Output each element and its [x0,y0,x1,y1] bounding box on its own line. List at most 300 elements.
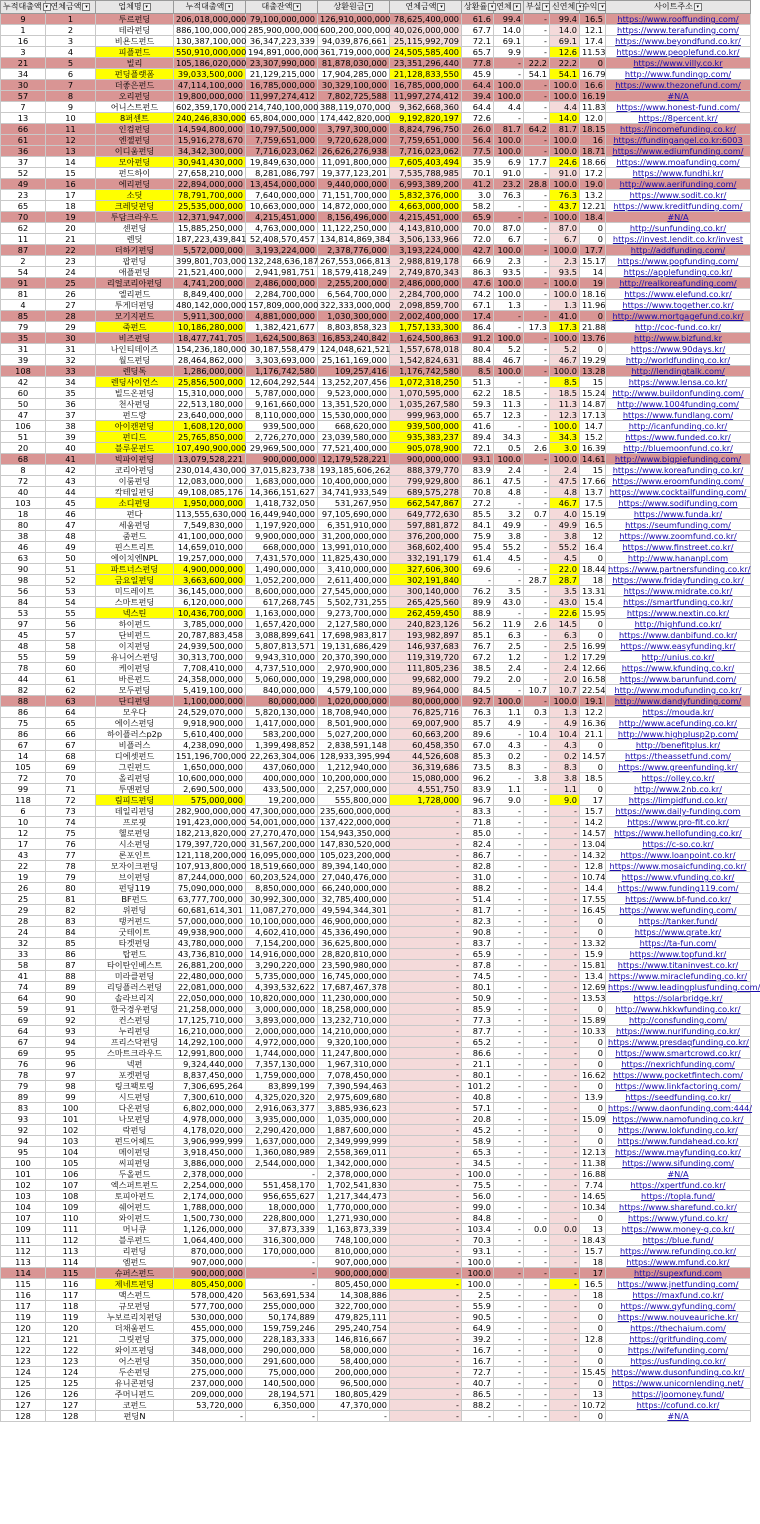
table-row[interactable] [1,993,751,1004]
table-row[interactable] [1,839,751,850]
filter-dropdown-icon[interactable]: ▾ [513,3,521,11]
header-repay-rate[interactable] [462,1,494,14]
cell-site-url[interactable]: https://www.finstreet.co.kr/ [606,542,751,553]
table-row[interactable] [1,1059,751,1070]
cell-delay-amount: 265,425,560 [390,597,462,608]
table-row[interactable] [1,487,751,498]
header-delay-rank[interactable] [46,1,96,14]
table-row[interactable] [1,619,751,630]
cell-site-url[interactable]: http://www.hkkwfunding.co.kr/ [606,1004,751,1015]
cell-site-url[interactable]: https://www.jnetfunding.com/ [606,1279,751,1290]
table-row[interactable] [1,531,751,542]
table-row[interactable] [1,806,751,817]
table-row[interactable] [1,872,751,883]
table-row[interactable] [1,14,751,25]
table-row[interactable] [1,113,751,124]
cell-site-url[interactable]: https://gritfunding.com/ [606,1334,751,1345]
table-row[interactable] [1,102,751,113]
table-row[interactable] [1,1345,751,1356]
table-row[interactable] [1,278,751,289]
table-row[interactable] [1,1180,751,1191]
table-row[interactable] [1,399,751,410]
filter-dropdown-icon[interactable]: ▾ [82,3,90,11]
cell-site-url[interactable]: http://addfunding.com/ [606,245,751,256]
table-row[interactable] [1,861,751,872]
table-row[interactable] [1,1026,751,1037]
cell-site-url[interactable]: https://olley.co.kr/ [606,773,751,784]
cell-site-url[interactable]: https://www.thezonefund.com/ [606,80,751,91]
cell-repay-rate: 56.2 [462,619,494,630]
cell-site-url[interactable]: https://www.mfund.co.kr/ [606,1257,751,1268]
cell-site-url[interactable]: https://www.funda.kr/ [606,509,751,520]
table-row[interactable] [1,498,751,509]
cell-site-url[interactable]: https://www.moafunding.com/ [606,157,751,168]
cell-site-url[interactable]: https://www.pocketfintech.com/ [606,1070,751,1081]
table-row[interactable] [1,1169,751,1180]
filter-dropdown-icon[interactable]: ▾ [365,3,373,11]
table-row[interactable] [1,1246,751,1257]
table-row[interactable] [1,608,751,619]
cell-site-url[interactable]: https://www.greenfunding.kr/ [606,762,751,773]
table-row[interactable] [1,553,751,564]
cell-site-url[interactable]: https://www.lensa.co.kr/ [606,377,751,388]
header-cumulative-loan[interactable] [174,1,246,14]
table-row[interactable] [1,366,751,377]
table-row[interactable] [1,168,751,179]
table-row[interactable] [1,718,751,729]
cell-site-url[interactable]: http://www.dandyfunding.com/ [606,696,751,707]
cell-site-url[interactable]: https://topla.fund/ [606,1191,751,1202]
cell-site-url[interactable]: http://supexfund.com [606,1268,751,1279]
filter-dropdown-icon[interactable]: ▾ [598,3,606,11]
cell-site-url[interactable]: https://incomefunding.co.kr/ [606,124,751,135]
table-row[interactable] [1,322,751,333]
table-row[interactable] [1,1235,751,1246]
cell-site-url[interactable]: https://www.lokfunding.co.kr/ [606,1125,751,1136]
cell-site-url[interactable]: http://coc-fund.co.kr/ [606,322,751,333]
cell-return-rate: 17.4 [580,36,606,47]
table-row[interactable] [1,641,751,652]
table-row[interactable] [1,729,751,740]
header-company-name[interactable] [96,1,174,14]
cell-site-url[interactable]: https://www.sodit.co.kr/ [606,190,751,201]
table-row[interactable] [1,905,751,916]
table-row[interactable] [1,1136,751,1147]
cell-site-url[interactable]: https://www.nextin.co.kr/ [606,608,751,619]
table-row[interactable] [1,696,751,707]
table-row[interactable] [1,333,751,344]
cell-site-url[interactable]: https://www.funded.co.kr/ [606,432,751,443]
cell-site-url[interactable]: https://www.daily-funding.com [606,806,751,817]
cell-site-url[interactable]: https://www.vfunding.co.kr/ [606,872,751,883]
table-row[interactable] [1,1290,751,1301]
cell-site-url[interactable]: https://www.sodifunding.com [606,498,751,509]
table-row[interactable] [1,47,751,58]
table-row[interactable] [1,410,751,421]
cell-site-url[interactable]: http://bluemoonfund.co.kr/ [606,443,751,454]
cell-cum-loan-rank: 22 [1,861,46,872]
filter-dropdown-icon[interactable]: ▾ [542,3,550,11]
cell-site-url[interactable]: https://www.easyfunding.kr/ [606,641,751,652]
cell-site-url[interactable]: https://www.nouveauriche.kr/ [606,1312,751,1323]
cell-site-url[interactable]: https://www.fridayfunding.co.kr/ [606,575,751,586]
cell-site-url[interactable]: https://seumfunding.com/ [606,520,751,531]
table-row[interactable] [1,190,751,201]
cell-delay-rate: - [494,916,524,927]
cell-site-url[interactable]: http://www.modufunding.co.kr/ [606,685,751,696]
cell-site-url[interactable]: https://nexrichfunding.com/ [606,1059,751,1070]
cell-site-url[interactable]: https://www.hellofunding.co.kr/ [606,828,751,839]
cell-site-url[interactable]: https://www.cocktailfunding.com/ [606,487,751,498]
filter-dropdown-icon[interactable]: ▾ [488,3,496,11]
cell-site-url[interactable]: http://www.highplusp2p.com/ [606,729,751,740]
table-row[interactable] [1,1367,751,1378]
table-row[interactable] [1,1312,751,1323]
cell-site-url[interactable]: https://www.honest-fund.com/ [606,102,751,113]
cell-return-rate: 14.2 [580,817,606,828]
table-row[interactable] [1,949,751,960]
cell-site-url[interactable]: https://www.linkfactoring.com/ [606,1081,751,1092]
cell-site-url[interactable]: https://www.zoomfund.co.kr/ [606,531,751,542]
cell-site-url[interactable]: https://www.sifunding.com/ [606,1158,751,1169]
cell-site-url[interactable]: https://www.yfund.co.kr/ [606,1213,751,1224]
table-row[interactable] [1,1389,751,1400]
header-delay-amount[interactable] [390,1,462,14]
cell-site-url[interactable]: https://www.beyondfund.co.kr/ [606,36,751,47]
table-row[interactable] [1,1015,751,1026]
table-row[interactable] [1,146,751,157]
cell-site-url[interactable]: https://www.mayfunding.co.kr/ [606,1147,751,1158]
table-row[interactable] [1,344,751,355]
cell-site-url[interactable]: https://mouda.kr/ [606,707,751,718]
table-row[interactable] [1,267,751,278]
table-row[interactable] [1,69,751,80]
header-site-url[interactable] [606,1,751,14]
cell-site-url[interactable]: http://icanfunding.co.kr/ [606,421,751,432]
table-row[interactable] [1,476,751,487]
cell-site-url[interactable]: https://www.qrate.kr/ [606,927,751,938]
filter-dropdown-icon[interactable]: ▾ [43,3,51,11]
cell-site-url[interactable]: https://invest.lendit.co.kr/invest [606,234,751,245]
cell-site-url[interactable]: https://fundingangel.co.kr:6003 [606,135,751,146]
cell-site-url[interactable]: http://worldfunding.co.kr/ [606,355,751,366]
cell-site-url[interactable]: https://cofund.co.kr/ [606,1400,751,1411]
table-row[interactable] [1,355,751,366]
cell-site-url[interactable]: https://www.titaninvest.co.kr/ [606,960,751,971]
cell-repaid-principal: 81,878,030,000 [318,58,390,69]
table-row[interactable] [1,212,751,223]
cell-site-url[interactable]: https://www.money-q.co.kr/ [606,1224,751,1235]
table-row[interactable] [1,828,751,839]
table-row[interactable] [1,982,751,993]
cell-site-url[interactable]: http://unius.co.kr/ [606,652,751,663]
cell-site-url[interactable]: http://highfund.co.kr/ [606,619,751,630]
filter-dropdown-icon[interactable]: ▾ [293,3,301,11]
cell-site-url[interactable]: #N/A [606,1169,751,1180]
table-row[interactable] [1,135,751,146]
cell-site-url[interactable]: https://blue.fund/ [606,1235,751,1246]
cell-repaid-principal: 2,558,369,011 [318,1147,390,1158]
cell-site-url[interactable]: https://www.partnersfunding.co.kr/ [606,564,751,575]
cell-site-url[interactable]: https://www.leadingplusfunding.com/ [606,982,751,993]
cell-cum-loan-rank: 67 [1,740,46,751]
cell-site-url[interactable]: http://www.fundingp.com/ [606,69,751,80]
cell-site-url[interactable]: https://ta-fun.com/ [606,938,751,949]
cell-delay-rate: - [494,113,524,124]
cell-site-url[interactable]: https://www.namofunding.co.kr/ [606,1114,751,1125]
table-row[interactable] [1,916,751,927]
table-row[interactable] [1,1103,751,1114]
table-row[interactable] [1,1268,751,1279]
table-row[interactable] [1,1411,751,1422]
table-row[interactable] [1,564,751,575]
table-row[interactable] [1,1147,751,1158]
cell-repaid-principal: 8,156,496,000 [318,212,390,223]
cell-site-url[interactable]: https://applefunding.co.kr/ [606,267,751,278]
cell-site-url[interactable]: https://www.fundhi.kr/ [606,168,751,179]
cell-site-url[interactable]: https://solarbridge.kr/ [606,993,751,1004]
cell-delay-rank: 12 [46,135,96,146]
cell-site-url[interactable]: https://www.daonfunding.com:444/ [606,1103,751,1114]
table-row[interactable] [1,1202,751,1213]
header-delay-rate[interactable] [494,1,524,14]
cell-site-url[interactable]: https://www.kfunding.co.kr/ [606,663,751,674]
header-loan-balance[interactable] [246,1,318,14]
cell-site-url[interactable]: #N/A [606,91,751,102]
cell-site-url[interactable]: https://www.rooffunding.com/ [606,14,751,25]
cell-site-url[interactable]: http://www.bigpiefunding.com/ [606,454,751,465]
cell-site-url[interactable]: https://www.midrate.co.kr/ [606,586,751,597]
cell-site-url[interactable]: http://www.mortgagefund.co.kr/ [606,311,751,322]
table-row[interactable] [1,1004,751,1015]
cell-site-url[interactable]: https://theassetfund.com/ [606,751,751,762]
cell-site-url[interactable]: https://www.refunding.co.kr/ [606,1246,751,1257]
cell-site-url[interactable]: https://www.peoplefund.co.kr/ [606,47,751,58]
cell-site-url[interactable]: https://www.90days.kr/ [606,344,751,355]
table-row[interactable] [1,1125,751,1136]
cell-site-url[interactable]: https://www.wefunding.com/ [606,905,751,916]
table-row[interactable] [1,179,751,190]
table-row[interactable] [1,36,751,47]
filter-dropdown-icon[interactable]: ▾ [143,3,151,11]
cell-site-url[interactable]: https://www.fundlang.com/ [606,410,751,421]
cell-site-url[interactable]: https://www.popfunding.com/ [606,256,751,267]
cell-site-url[interactable]: https://www.qyfunding.com/ [606,1301,751,1312]
table-row[interactable] [1,421,751,432]
table-row[interactable] [1,1070,751,1081]
table-row[interactable] [1,1037,751,1048]
cell-site-url[interactable]: https://www.pro-fit.co.kr/ [606,817,751,828]
cell-site-url[interactable]: http://consfunding.com/ [606,1015,751,1026]
table-row[interactable] [1,1191,751,1202]
table-row[interactable] [1,542,751,553]
cell-delay-rate: - [494,1015,524,1026]
table-row[interactable] [1,289,751,300]
table-row[interactable] [1,795,751,806]
cell-site-url[interactable]: https://www.elefund.co.kr/ [606,289,751,300]
cell-site-url[interactable]: https://www.topfund.kr/ [606,949,751,960]
cell-delay-rank: 127 [46,1400,96,1411]
cell-site-url[interactable]: http://realkoreafunding.com/ [606,278,751,289]
table-row[interactable] [1,630,751,641]
header-cum-loan-rank[interactable] [1,1,46,14]
cell-site-url[interactable]: http://www.acefunding.co.kr/ [606,718,751,729]
table-row[interactable] [1,91,751,102]
table-row[interactable] [1,1279,751,1290]
table-row[interactable] [1,938,751,949]
cell-repay-rate: 93.1 [462,454,494,465]
cell-site-url[interactable]: http://sunfunding.co.kr/ [606,223,751,234]
table-row[interactable] [1,927,751,938]
table-row[interactable] [1,25,751,36]
table-row[interactable] [1,1048,751,1059]
cell-site-url[interactable]: #N/A [606,212,751,223]
cell-site-url[interactable]: https://www.sharefund.co.kr/ [606,1202,751,1213]
cell-site-url[interactable]: https://www.villy.co.kr [606,58,751,69]
cell-site-url[interactable]: https://www.dusonfunding.co.kr/ [606,1367,751,1378]
table-row[interactable] [1,1081,751,1092]
table-row[interactable] [1,443,751,454]
table-row[interactable] [1,58,751,69]
cell-site-url[interactable]: https://wifefunding.com/ [606,1345,751,1356]
table-row[interactable] [1,850,751,861]
table-row[interactable] [1,465,751,476]
table-row[interactable] [1,223,751,234]
cell-site-url[interactable]: https://xpertfund.co.kr/ [606,1180,751,1191]
table-row[interactable] [1,311,751,322]
cell-site-url[interactable]: http://www.bizfund.kr [606,333,751,344]
cell-site-url[interactable]: https://www.funding119.com/ [606,883,751,894]
cell-site-url[interactable]: https://www.koreafunding.co.kr/ [606,465,751,476]
table-row[interactable] [1,652,751,663]
cell-site-url[interactable]: http://lendingtalk.com/ [606,366,751,377]
cell-site-url[interactable]: https://tanker.fund/ [606,916,751,927]
cell-site-url[interactable]: https://joomoney.fund/ [606,1389,751,1400]
table-row[interactable] [1,1092,751,1103]
table-row[interactable] [1,124,751,135]
cell-site-url[interactable]: http://www.2nb.co.kr/ [606,784,751,795]
table-row[interactable] [1,685,751,696]
table-row[interactable] [1,1158,751,1169]
table-row[interactable] [1,1213,751,1224]
cell-site-url[interactable]: http://www.hananpl.com [606,553,751,564]
filter-dropdown-icon[interactable]: ▾ [576,3,584,11]
table-row[interactable] [1,1257,751,1268]
table-row[interactable] [1,762,751,773]
cell-site-url[interactable]: https://www.mosaicfunding.co.kr/ [606,861,751,872]
table-row[interactable] [1,960,751,971]
table-row[interactable] [1,520,751,531]
table-row[interactable] [1,707,751,718]
cell-site-url[interactable]: https://maxfund.co.kr/ [606,1290,751,1301]
table-row[interactable] [1,1114,751,1125]
table-row[interactable] [1,575,751,586]
table-row[interactable] [1,454,751,465]
table-row[interactable] [1,663,751,674]
table-row[interactable] [1,1301,751,1312]
cell-loan-balance: 2,726,270,000 [246,432,318,443]
header-new-delay-rate[interactable] [550,1,580,14]
table-row[interactable] [1,784,751,795]
cell-site-url[interactable]: https://www.miraclefunding.co.kr/ [606,971,751,982]
table-row[interactable] [1,1400,751,1411]
table-row[interactable] [1,300,751,311]
cell-site-url[interactable]: https://smartfunding.co.kr/ [606,597,751,608]
cell-site-url[interactable]: https://usfunding.co.kr/ [606,1356,751,1367]
cell-site-url[interactable]: #N/A [606,1411,751,1422]
cell-site-url[interactable]: http://www.1004funding.com/ [606,399,751,410]
table-row[interactable] [1,509,751,520]
table-row[interactable] [1,201,751,212]
table-row[interactable] [1,432,751,443]
cell-site-url[interactable]: https://www.together.co.kr/ [606,300,751,311]
table-row[interactable] [1,1378,751,1389]
cell-site-url[interactable]: https://seedfunding.co.kr/ [606,1092,751,1103]
cell-site-url[interactable]: https://c-so.co.kr/ [606,839,751,850]
table-row[interactable] [1,971,751,982]
cell-site-url[interactable]: https://www.barunfund.com/ [606,674,751,685]
cell-site-url[interactable]: https://www.presdaqfunding.co.kr/ [606,1037,751,1048]
header-repaid-principal[interactable] [318,1,390,14]
cell-delay-rank: 120 [46,1323,96,1334]
table-row[interactable] [1,1356,751,1367]
cell-site-url[interactable]: https://www.danbifund.co.kr/ [606,630,751,641]
header-return-rate[interactable] [580,1,606,14]
cell-site-url[interactable]: https://www.loanpoint.co.kr/ [606,850,751,861]
table-row[interactable] [1,1334,751,1345]
cell-site-url[interactable]: https://www.fundahead.co.kr/ [606,1136,751,1147]
table-row[interactable] [1,157,751,168]
table-row[interactable] [1,234,751,245]
cell-cum-loan-rank: 8 [1,465,46,476]
table-row[interactable] [1,1224,751,1235]
cell-site-url[interactable]: https://www.nurifunding.co.kr/ [606,1026,751,1037]
filter-dropdown-icon[interactable]: ▾ [225,3,233,11]
cell-site-url[interactable]: https://www.bf-fund.co.kr/ [606,894,751,905]
table-row[interactable] [1,256,751,267]
table-row[interactable] [1,245,751,256]
cell-site-url[interactable]: http://www.aerifunding.com/ [606,179,751,190]
table-row[interactable] [1,1323,751,1334]
cell-site-url[interactable]: https://www.ediumfunding.com/ [606,146,751,157]
filter-dropdown-icon[interactable]: ▾ [437,3,445,11]
table-row[interactable] [1,586,751,597]
cell-site-url[interactable]: http://benefitplus.kr/ [606,740,751,751]
table-row[interactable] [1,388,751,399]
cell-site-url[interactable]: https://thechaium.com/ [606,1323,751,1334]
header-default-rate[interactable] [524,1,550,14]
table-row[interactable] [1,597,751,608]
cell-site-url[interactable]: https://limpidfund.co.kr/ [606,795,751,806]
table-row[interactable] [1,80,751,91]
filter-dropdown-icon[interactable]: ▾ [694,3,702,11]
table-row[interactable] [1,751,751,762]
table-row[interactable] [1,883,751,894]
table-row[interactable] [1,674,751,685]
cell-site-url[interactable]: https://8percent.kr/ [606,113,751,124]
table-row[interactable] [1,817,751,828]
cell-site-url[interactable]: https://www.kreditfunding.com/ [606,201,751,212]
cell-site-url[interactable]: http://www.buildonfunding.com/ [606,388,751,399]
table-row[interactable] [1,894,751,905]
cell-site-url[interactable]: https://www.unicornlending.net/ [606,1378,751,1389]
cell-site-url[interactable]: https://www.terafunding.com/ [606,25,751,36]
cell-site-url[interactable]: https://www.smartcrowd.co.kr/ [606,1048,751,1059]
table-row[interactable] [1,740,751,751]
table-row[interactable] [1,773,751,784]
cell-site-url[interactable]: https://www.eroomfunding.com/ [606,476,751,487]
table-row[interactable] [1,377,751,388]
